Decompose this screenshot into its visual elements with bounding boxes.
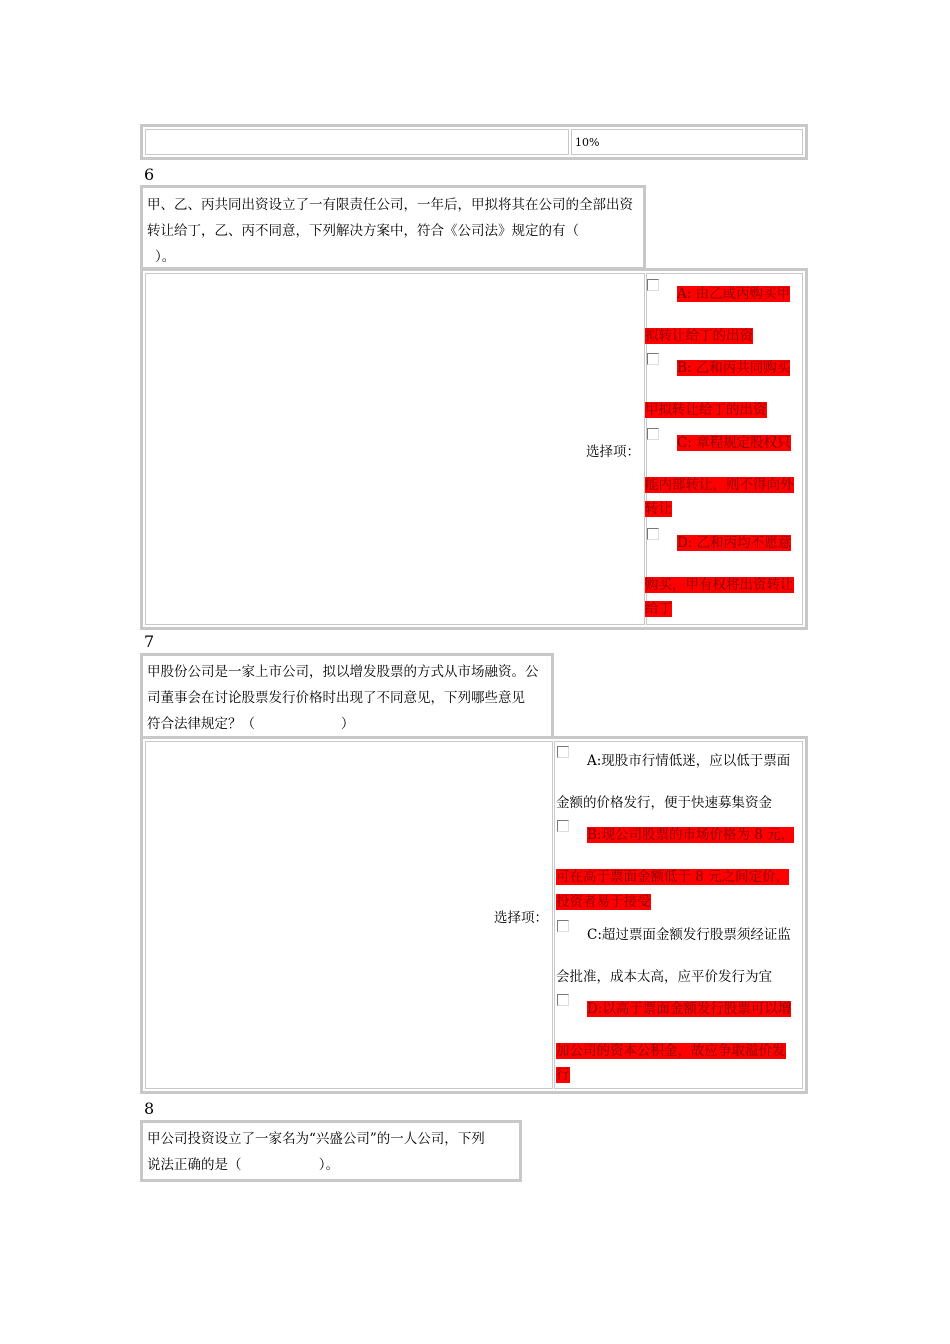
percent-value: 10% (575, 136, 600, 149)
option-b-text: B:现公司股票的市场价格为 8 元， (587, 827, 795, 843)
stem-line: 司董事会在讨论股票发行价格时出现了不同意见，下列哪些意见 (147, 690, 525, 706)
question-stem (147, 192, 647, 270)
option-c-text-cont: 能内部转让，则不得向外 (645, 477, 794, 493)
question-number: 6 (144, 165, 155, 184)
stem-line: 甲、乙、丙共同出资设立了一有限责任公司，一年后，甲拟将其在公司的全部出资 (147, 197, 633, 213)
options-label: 选择项： (586, 444, 640, 460)
option-b-checkbox[interactable] (557, 820, 569, 832)
options-left-cell (145, 273, 645, 625)
stem-line: 符合法律规定？（ ） (147, 716, 355, 732)
stem-line: 甲股份公司是一家上市公司，拟以增发股票的方式从市场融资。公 (147, 664, 539, 680)
option-c-text: C: 章程规定股权只 (677, 435, 791, 451)
option-a-text-cont: 金额的价格发行，便于快速募集资金 (556, 795, 772, 811)
option-b-checkbox[interactable] (647, 353, 659, 365)
stem-line: 转让给丁，乙、丙不同意，下列解决方案中，符合《公司法》规定的有（ (147, 223, 579, 239)
question-stem (147, 659, 557, 737)
question-number: 8 (144, 1099, 155, 1118)
stem-line: 甲公司投资设立了一家名为“兴盛公司”的一人公司，下列 (147, 1131, 485, 1147)
question-stem-box (140, 185, 646, 270)
question-stem (147, 1126, 525, 1178)
question-stem-box (140, 653, 554, 739)
option-d-text-cont: 购买，甲有权将出资转让 (645, 577, 794, 593)
option-a-checkbox[interactable] (557, 746, 569, 758)
option-a-checkbox[interactable] (647, 279, 659, 291)
stem-line: ）。 (155, 249, 176, 265)
option-d-text-cont: 行 (556, 1067, 570, 1083)
top-result-row (140, 124, 808, 160)
top-row-right-cell (571, 129, 803, 155)
option-d-checkbox[interactable] (557, 994, 569, 1006)
option-a-text: A:现股市行情低迷，应以低于票面 (587, 753, 791, 769)
stem-line: 说法正确的是（ ）。 (147, 1157, 339, 1173)
option-d-text-cont: 给丁 (645, 601, 672, 617)
option-d-text: D: 乙和丙均不愿意 (677, 535, 792, 551)
option-b-text-cont: 投资者易于接受 (556, 894, 651, 910)
option-c-checkbox[interactable] (557, 920, 569, 932)
option-b-text: B: 乙和丙共同购买 (677, 360, 791, 376)
options-left-cell (145, 741, 553, 1089)
option-c-text-cont: 会批准，成本太高，应平价发行为宜 (556, 969, 772, 985)
option-a-text: A: 由乙或丙购买甲 (677, 286, 791, 302)
option-d-checkbox[interactable] (647, 528, 659, 540)
question-number: 7 (144, 632, 155, 651)
option-a-text-cont: 拟转让给丁的出资 (645, 328, 753, 344)
option-b-text-cont: 甲拟转让给丁的出资 (645, 402, 767, 418)
question-stem-box (140, 1120, 522, 1182)
top-row-left-cell (145, 129, 569, 155)
option-d-text-cont: 加公司的资本公积金，故应争取溢价发 (556, 1043, 786, 1059)
option-c-checkbox[interactable] (647, 428, 659, 440)
options-label: 选择项： (494, 910, 548, 926)
option-c-text: C:超过票面金额发行股票须经证监 (587, 927, 791, 943)
option-c-text-cont: 转让 (645, 501, 672, 517)
option-d-text: D:以高于票面金额发行股票可以增 (587, 1001, 792, 1017)
option-b-text-cont: 可在高于票面金额低于 8 元之间定价， (556, 869, 790, 885)
